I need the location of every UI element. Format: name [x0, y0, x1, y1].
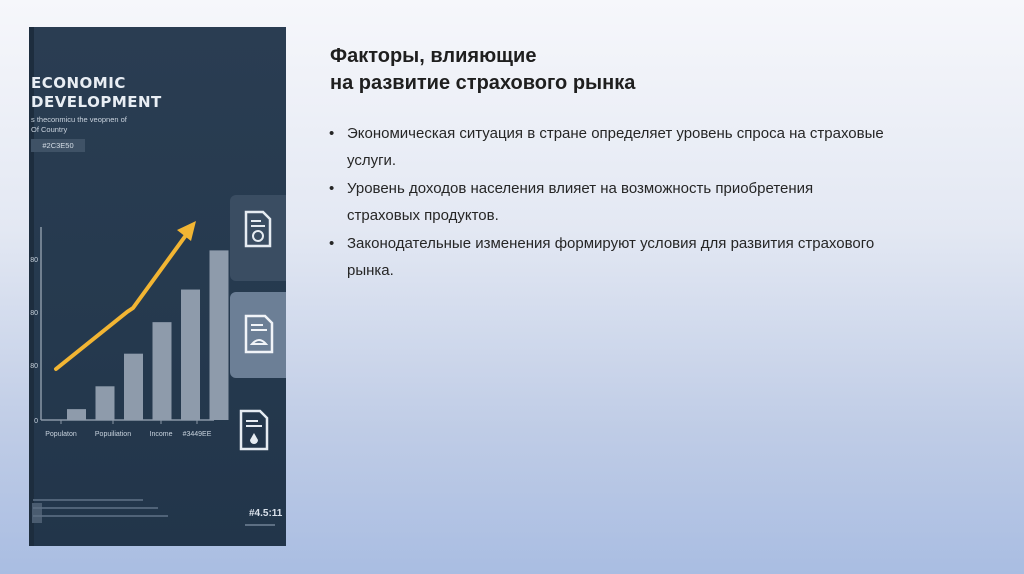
y-tick-label: 80 — [30, 310, 38, 317]
side-card-2 — [230, 292, 286, 378]
footer-subline — [245, 524, 275, 526]
side-card-1 — [230, 195, 286, 281]
chart-bar — [124, 354, 143, 420]
chart-bar — [96, 386, 115, 420]
trend-arrow-head — [177, 221, 196, 241]
y-tick-label: 0 — [34, 418, 38, 425]
x-tick-label: Income — [149, 431, 173, 438]
bullet-item: • Экономическая ситуация в стране определяет уровень спроса на страховые услуги. — [328, 120, 888, 174]
infographic-badge: #2C3E50 — [31, 139, 85, 152]
footer-code: #4.5:11 — [249, 508, 283, 519]
x-tick-label: #3449EE — [182, 431, 212, 438]
side-card-3 — [230, 395, 286, 481]
chart-bar — [210, 250, 229, 420]
infographic-subtitle: s theconmicu the veopnen of Of Country — [31, 115, 127, 134]
infographic-footer — [33, 499, 213, 523]
bullet-item: • Уровень доходов населения влияет на возможность приобретения страховых продуктов. — [328, 175, 888, 229]
bullet-list — [328, 120, 888, 285]
y-tick-label: 80 — [30, 257, 38, 264]
bar-chart — [29, 197, 229, 447]
x-tick-label: Populaton — [45, 431, 77, 438]
infographic-image — [29, 27, 286, 546]
bullet-item: • Законодательные изменения формируют условия для развития страхового рынка. — [328, 230, 888, 284]
document-icon — [239, 409, 269, 451]
chart-bar — [153, 322, 172, 420]
chart-bar — [67, 409, 86, 420]
document-icon — [244, 314, 274, 354]
infographic-title: ECONOMIC DEVELOPMENT — [31, 74, 162, 111]
document-icon — [244, 210, 272, 248]
slide-title: Факторы, влияющие на развитие страхового рынка — [330, 45, 636, 94]
chart-bar — [181, 290, 200, 420]
y-tick-label: 80 — [30, 363, 38, 370]
x-tick-label: Popuiliation — [94, 431, 132, 438]
